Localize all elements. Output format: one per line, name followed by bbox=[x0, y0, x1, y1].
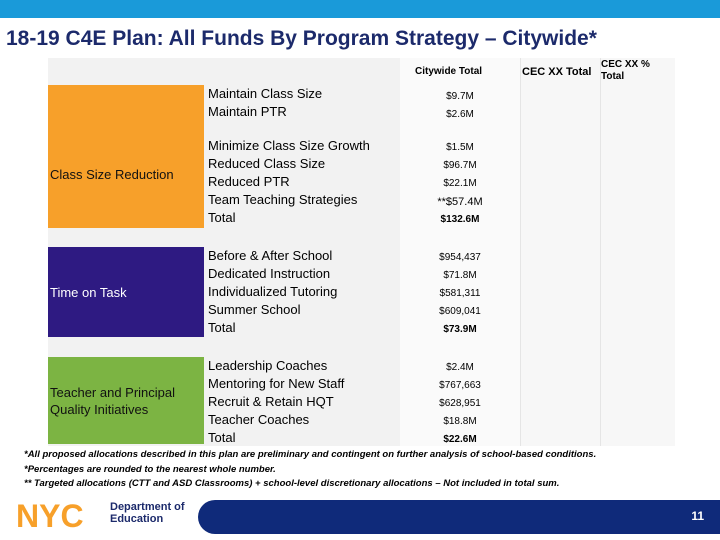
citywide-value: $2.4M bbox=[446, 362, 474, 373]
item-label: Reduced Class Size bbox=[208, 156, 326, 171]
item-label: Team Teaching Strategies bbox=[208, 192, 358, 207]
item-label: Teacher Coaches bbox=[208, 412, 310, 427]
item-label: Dedicated Instruction bbox=[208, 266, 331, 281]
citywide-value: $18.8M bbox=[443, 416, 477, 427]
dept-line-2: Education bbox=[110, 513, 164, 525]
top-accent-bar bbox=[0, 0, 720, 18]
item-label-total: Total bbox=[208, 430, 236, 445]
citywide-value: $609,041 bbox=[439, 306, 481, 317]
category-class-size-upper bbox=[48, 85, 204, 121]
section-class-size-values bbox=[400, 139, 520, 229]
citywide-value: $954,437 bbox=[439, 252, 481, 263]
section-time-on-task-items bbox=[208, 247, 337, 337]
item-label: Reduced PTR bbox=[208, 174, 290, 189]
citywide-value-total: $132.6M bbox=[440, 214, 480, 225]
footnote-targeted-allocations: ** Targeted allocations (CTT and ASD Classrooms) + school-level discretionary allocations – Not included in total sum. bbox=[24, 478, 560, 489]
citywide-value: $22.1M bbox=[443, 178, 477, 189]
nyc-logo bbox=[16, 499, 106, 536]
item-label: Individualized Tutoring bbox=[208, 284, 338, 299]
section-teacher-quality-values bbox=[400, 359, 520, 449]
footnote-preliminary: *All proposed allocations described in this plan are preliminary and contingent on further analysis of school-based conditions. bbox=[24, 449, 597, 460]
citywide-value: $2.6M bbox=[446, 109, 474, 120]
footnotes bbox=[24, 448, 596, 492]
page-title: 18-19 C4E Plan: All Funds By Program Strategy – Citywide* bbox=[6, 27, 597, 50]
section-teacher-quality-items bbox=[208, 357, 344, 447]
citywide-value: $71.8M bbox=[443, 270, 477, 281]
cec-percent-column bbox=[600, 58, 675, 446]
item-label-total: Total bbox=[208, 320, 236, 335]
cec-percent-header-line2: Total bbox=[601, 71, 625, 82]
item-label: Maintain Class Size bbox=[208, 86, 323, 101]
item-label: Mentoring for New Staff bbox=[208, 376, 345, 391]
section-time-on-task-values bbox=[400, 249, 520, 339]
footnote-rounding: *Percentages are rounded to the nearest whole number. bbox=[24, 463, 276, 475]
citywide-total-header: Citywide Total bbox=[415, 66, 483, 77]
section-class-size-maintain-values bbox=[400, 88, 520, 124]
citywide-value-total: $73.9M bbox=[443, 324, 477, 335]
section-class-size-items bbox=[208, 137, 370, 227]
item-label-total: Total bbox=[208, 210, 236, 225]
citywide-value: $581,311 bbox=[439, 288, 481, 299]
citywide-value: $96.7M bbox=[443, 160, 477, 171]
cec-total-column bbox=[520, 58, 601, 446]
cec-percent-header-line1: CEC XX % bbox=[601, 59, 650, 70]
page-number: 11 bbox=[691, 509, 704, 523]
logo-text: NYC bbox=[16, 499, 84, 531]
item-label: Summer School bbox=[208, 302, 301, 317]
category-time-on-task: Time on Task bbox=[48, 247, 204, 337]
citywide-value-total: $22.6M bbox=[443, 434, 477, 445]
item-label: Maintain PTR bbox=[208, 104, 287, 119]
citywide-value: $1.5M bbox=[446, 142, 474, 153]
category-class-size-reduction: Class Size Reduction bbox=[48, 121, 204, 228]
item-label: Minimize Class Size Growth bbox=[208, 138, 370, 153]
item-label: Recruit & Retain HQT bbox=[208, 394, 334, 409]
citywide-value: $628,951 bbox=[439, 398, 481, 409]
section-class-size-maintain-items bbox=[208, 85, 322, 121]
citywide-value: $767,663 bbox=[439, 380, 481, 391]
citywide-value: $9.7M bbox=[446, 91, 474, 102]
category-teacher-principal-quality: Teacher and Principal Quality Initiatives bbox=[48, 357, 204, 444]
department-of-education-label bbox=[110, 501, 185, 525]
footer-bar bbox=[198, 500, 720, 534]
citywide-value: **$57.4M bbox=[437, 196, 483, 208]
item-label: Before & After School bbox=[208, 248, 333, 263]
cec-total-header: CEC XX Total bbox=[522, 66, 592, 78]
item-label: Leadership Coaches bbox=[208, 358, 328, 373]
dept-line-1: Department of bbox=[110, 501, 185, 513]
